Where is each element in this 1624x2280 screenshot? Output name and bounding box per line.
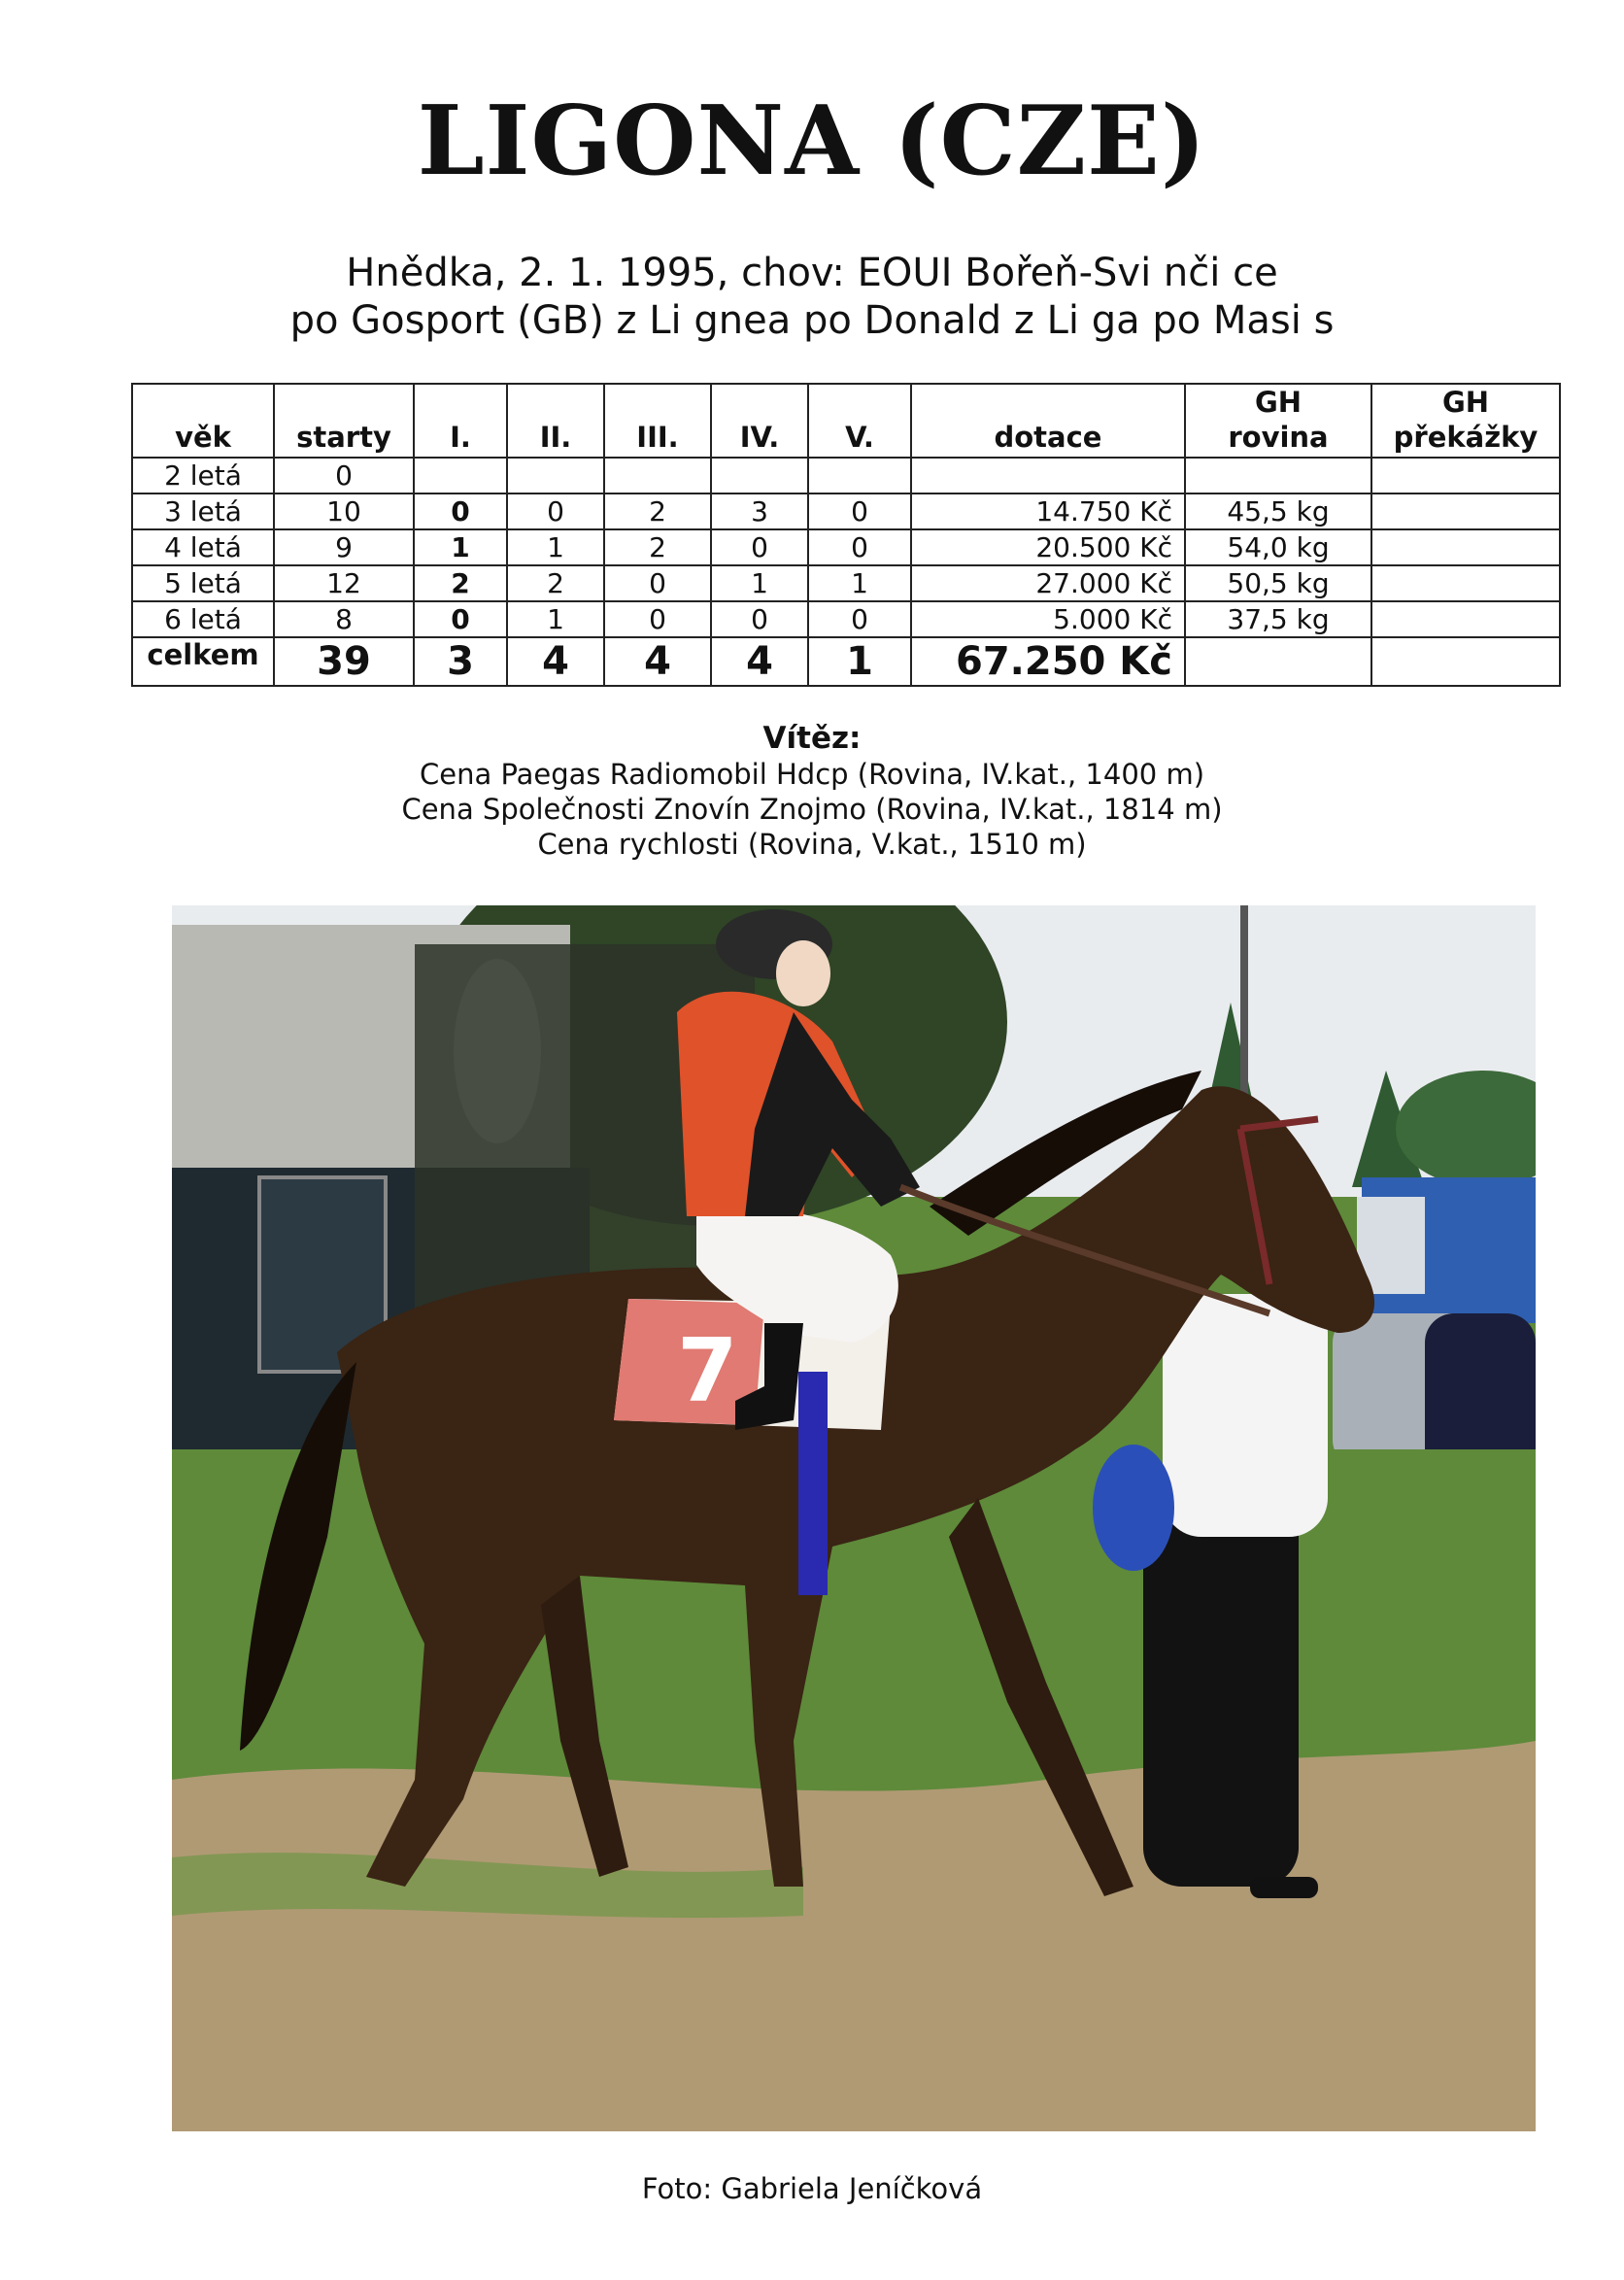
saddle-cloth-number: 7 <box>677 1320 738 1422</box>
table-cell: 3 <box>711 493 808 529</box>
table-cell: 5.000 Kč <box>911 601 1185 637</box>
header-line: překážky <box>1393 421 1539 454</box>
table-row <box>132 493 1560 529</box>
table-cell: 0 <box>604 565 711 601</box>
table-cell: 0 <box>507 493 604 529</box>
table-cell: 10 <box>274 493 414 529</box>
table-row <box>132 529 1560 565</box>
table-cell: 0 <box>808 601 911 637</box>
table-cell: 0 <box>711 601 808 637</box>
table-cell: 37,5 kg <box>1185 601 1371 637</box>
col-header: I. <box>414 384 507 458</box>
col-header: IV. <box>711 384 808 458</box>
table-cell: 1 <box>507 529 604 565</box>
horse-photo <box>172 905 1536 2131</box>
table-cell: 4 letá <box>132 529 274 565</box>
table-cell: 1 <box>808 565 911 601</box>
col-header: II. <box>507 384 604 458</box>
table-cell: 1 <box>414 529 507 565</box>
groom-hat <box>1093 1445 1174 1571</box>
table-cell <box>711 458 808 493</box>
table-cell: 3 letá <box>132 493 274 529</box>
race-win-item: Cena Paegas Radiomobil Hdcp (Rovina, IV.kat., 1400 m) <box>419 758 1205 791</box>
table-cell: 0 <box>808 493 911 529</box>
table-cell <box>1371 637 1560 686</box>
racing-record-table <box>131 383 1561 687</box>
horse-description: Hnědka, 2. 1. 1995, chov: EOUI Bořeň-Svi nči ce <box>346 251 1278 295</box>
table-cell <box>1371 458 1560 493</box>
table-header-row <box>132 384 1560 458</box>
table-cell <box>1371 565 1560 601</box>
table-cell: 67.250 Kč <box>911 637 1185 686</box>
table-cell: 4 <box>507 637 604 686</box>
table-cell: 6 letá <box>132 601 274 637</box>
table-cell: 12 <box>274 565 414 601</box>
table-cell: 4 <box>711 637 808 686</box>
col-header: starty <box>274 384 414 458</box>
col-header: dotace <box>911 384 1185 458</box>
table-row <box>132 565 1560 601</box>
table-cell: 2 letá <box>132 458 274 493</box>
table-cell <box>507 458 604 493</box>
table-cell: 0 <box>711 529 808 565</box>
table-cell: 9 <box>274 529 414 565</box>
table-cell: 3 <box>414 637 507 686</box>
page-title: LIGONA (CZE) <box>417 85 1207 197</box>
table-cell: 14.750 Kč <box>911 493 1185 529</box>
table-total-row <box>132 637 1560 686</box>
horse-pedigree: po Gosport (GB) z Li gnea po Donald z Li ga po Masi s <box>289 298 1335 343</box>
table-cell: 45,5 kg <box>1185 493 1371 529</box>
table-cell: 8 <box>274 601 414 637</box>
table-cell: 2 <box>507 565 604 601</box>
table-cell: 1 <box>711 565 808 601</box>
table-cell: 2 <box>604 493 711 529</box>
table-cell: 50,5 kg <box>1185 565 1371 601</box>
table-cell: 0 <box>604 601 711 637</box>
table-cell <box>414 458 507 493</box>
table-cell <box>1371 529 1560 565</box>
table-cell: 1 <box>808 637 911 686</box>
table-row <box>132 458 1560 493</box>
table-cell <box>604 458 711 493</box>
table-row <box>132 601 1560 637</box>
table-cell: 39 <box>274 637 414 686</box>
jockey-face <box>776 940 830 1006</box>
col-header: věk <box>132 384 274 458</box>
table-cell <box>1371 601 1560 637</box>
race-win-item: Cena rychlosti (Rovina, V.kat., 1510 m) <box>537 828 1087 861</box>
table-cell: 0 <box>274 458 414 493</box>
table-cell: 0 <box>414 601 507 637</box>
table-cell: 4 <box>604 637 711 686</box>
table-cell: 5 letá <box>132 565 274 601</box>
table-cell <box>1185 637 1371 686</box>
table-cell: 2 <box>414 565 507 601</box>
table-cell: celkem <box>132 637 274 686</box>
table-cell <box>1371 493 1560 529</box>
race-win-item: Cena Společnosti Znovín Znojmo (Rovina, IV.kat., 1814 m) <box>401 793 1223 826</box>
col-header-gh-rovina <box>1185 384 1371 458</box>
girth-strap <box>798 1372 828 1595</box>
header-line: rovina <box>1228 421 1329 454</box>
groom-shoe <box>1250 1877 1318 1898</box>
table-cell: 27.000 Kč <box>911 565 1185 601</box>
col-header-gh-prekazky <box>1371 384 1560 458</box>
winner-heading: Vítěz: <box>762 721 862 756</box>
col-header: V. <box>808 384 911 458</box>
table-cell <box>808 458 911 493</box>
col-header: III. <box>604 384 711 458</box>
table-cell: 20.500 Kč <box>911 529 1185 565</box>
dirt-path <box>172 1741 1536 2131</box>
table-cell: 1 <box>507 601 604 637</box>
table-cell: 0 <box>414 493 507 529</box>
groom-shirt <box>1163 1294 1328 1537</box>
photo-credit: Foto: Gabriela Jeníčková <box>641 2172 983 2205</box>
header-line: GH <box>1441 386 1490 419</box>
header-line: GH <box>1254 386 1303 419</box>
table-cell: 2 <box>604 529 711 565</box>
table-cell: 54,0 kg <box>1185 529 1371 565</box>
table-cell <box>1185 458 1371 493</box>
table-cell <box>911 458 1185 493</box>
table-cell: 0 <box>808 529 911 565</box>
